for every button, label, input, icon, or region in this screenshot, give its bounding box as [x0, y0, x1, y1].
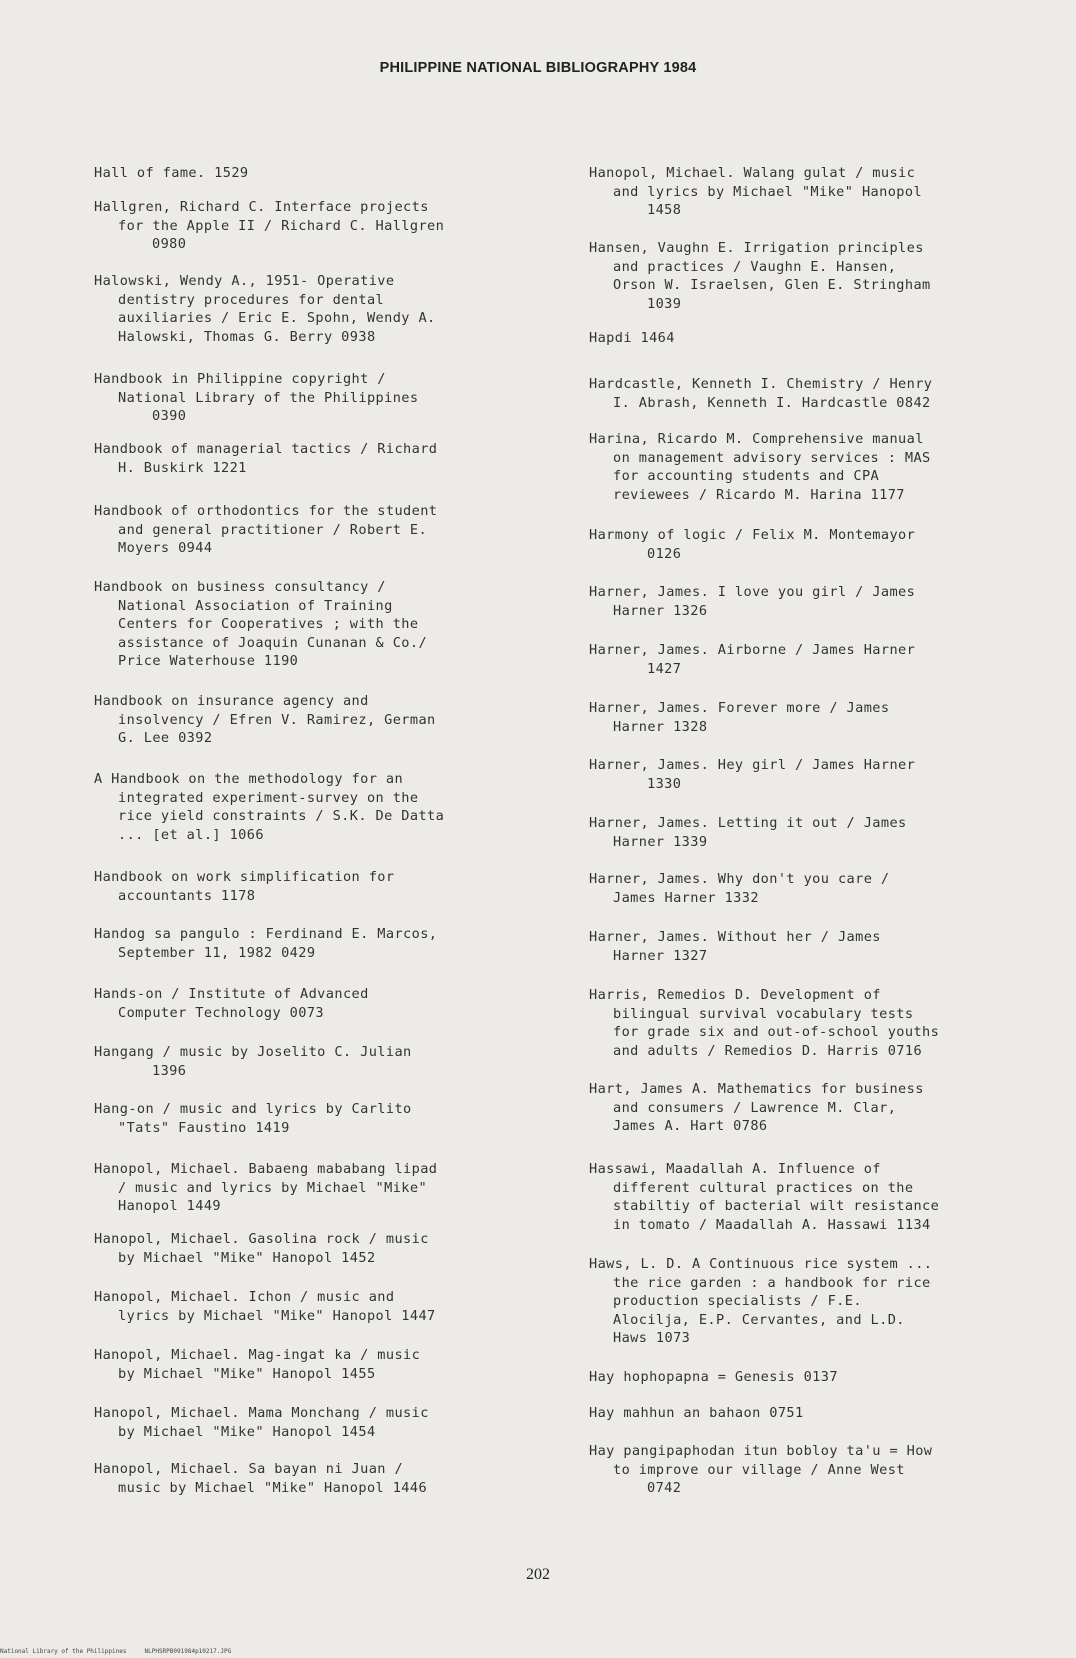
entry-line: Harner, James. Hey girl / James Harner — [589, 757, 916, 773]
entry-line: Hapdi 1464 — [589, 330, 675, 346]
entry-line: production specialists / F.E. — [613, 1293, 862, 1309]
entry-line: Handbook on business consultancy / — [94, 579, 386, 595]
entry-line: 0742 — [647, 1480, 682, 1496]
bibliography-entry — [589, 239, 931, 313]
bibliography-entry — [589, 164, 922, 220]
bibliography-entry — [94, 1230, 429, 1267]
bibliography-entry — [94, 272, 436, 346]
page-number: 202 — [526, 1566, 550, 1583]
bibliography-entry — [94, 370, 418, 426]
bibliography-entry — [94, 692, 436, 748]
entry-line: Hansen, Vaughn E. Irrigation principles — [589, 240, 924, 256]
entry-line: I. Abrash, Kenneth I. Hardcastle 0842 — [613, 394, 931, 411]
entry-line: Harris, Remedios D. Development of — [589, 987, 881, 1003]
entry-line: Centers for Cooperatives ; with the — [118, 616, 419, 632]
entry-line: National Association of Training — [118, 597, 393, 614]
entry-line: and general practitioner / Robert E. — [118, 521, 428, 538]
entry-line: Harner 1328 — [613, 718, 708, 735]
bibliography-entry — [589, 329, 675, 348]
entry-line: September 11, 1982 0429 — [118, 944, 316, 961]
entry-line: 1458 — [647, 202, 682, 218]
entry-line: Hanopol, Michael. Babaeng mababang lipad — [94, 1161, 438, 1177]
bibliography-entry — [589, 870, 889, 907]
entry-line: Hanopol, Michael. Sa bayan ni Juan / — [94, 1461, 404, 1477]
entry-line: Harner, James. Why don't you care / — [589, 871, 890, 887]
entry-line: A Handbook on the methodology for an — [94, 771, 404, 787]
page-header: PHILIPPINE NATIONAL BIBLIOGRAPHY 1984 — [379, 60, 697, 76]
entry-line: on management advisory services : MAS — [613, 449, 931, 466]
entry-line: dentistry procedures for dental — [118, 291, 385, 308]
entry-line: 1330 — [647, 775, 682, 792]
bibliography-entry — [94, 164, 249, 183]
entry-line: assistance of Joaquin Cunanan & Co./ — [118, 634, 428, 651]
entry-line: Hangang / music by Joselito C. Julian — [94, 1044, 412, 1060]
bibliography-entry — [589, 1404, 804, 1423]
entry-line: Haws, L. D. A Continuous rice system ... — [589, 1256, 933, 1272]
entry-line: and adults / Remedios D. Harris 0716 — [613, 1042, 923, 1059]
entry-line: Harner 1339 — [613, 833, 708, 850]
entry-line: Harner, James. Forever more / James — [589, 700, 890, 716]
entry-line: G. Lee 0392 — [118, 730, 213, 746]
bibliography-entry — [589, 641, 915, 678]
entry-line: 1396 — [152, 1062, 187, 1079]
entry-line: reviewees / Ricardo M. Harina 1177 — [613, 486, 905, 503]
entry-line: by Michael "Mike" Hanopol 1452 — [118, 1249, 376, 1266]
entry-line: Computer Technology 0073 — [118, 1004, 325, 1021]
entry-line: 0980 — [152, 236, 187, 252]
entry-line: Handbook of managerial tactics / Richard — [94, 441, 438, 457]
entry-line: James A. Hart 0786 — [613, 1118, 768, 1134]
entry-line: Hanopol, Michael. Gasolina rock / music — [94, 1231, 429, 1247]
entry-line: Harina, Ricardo M. Comprehensive manual — [589, 431, 924, 447]
bibliography-entry — [94, 578, 427, 671]
bibliography-entry — [94, 1460, 427, 1497]
entry-line: Hanopol, Michael. Ichon / music and — [94, 1289, 395, 1305]
bibliography-entry — [589, 583, 915, 620]
entry-line: National Library of the Philippines — [118, 389, 419, 406]
entry-line: H. Buskirk 1221 — [118, 459, 247, 476]
entry-line: Handbook of orthodontics for the student — [94, 503, 438, 519]
entry-line: Hay hophopapna = Genesis 0137 — [589, 1369, 838, 1385]
entry-line: Handog sa pangulo : Ferdinand E. Marcos, — [94, 926, 438, 942]
entry-line: Moyers 0944 — [118, 540, 213, 556]
bibliography-entry — [94, 1404, 429, 1441]
bibliography-entry — [94, 1160, 437, 1216]
entry-line: Harner, James. Without her / James — [589, 929, 881, 945]
bibliography-entry — [94, 440, 437, 477]
entry-line: 1039 — [647, 295, 682, 312]
bibliography-entry — [94, 502, 437, 558]
bibliography-entry — [589, 756, 915, 793]
entry-line: and lyrics by Michael "Mike" Hanopol — [613, 183, 923, 200]
entry-line: Hardcastle, Kenneth I. Chemistry / Henry — [589, 376, 933, 392]
entry-line: Hassawi, Maadallah A. Influence of — [589, 1161, 881, 1177]
entry-line: rice yield constraints / S.K. De Datta — [118, 808, 445, 824]
entry-line: Harner, James. Airborne / James Harner — [589, 642, 916, 658]
bibliography-entry — [94, 985, 369, 1022]
entry-line: Harner 1327 — [613, 947, 708, 964]
entry-line: by Michael "Mike" Hanopol 1455 — [118, 1365, 376, 1382]
entry-line: 0390 — [152, 408, 187, 424]
entry-line: for accounting students and CPA — [613, 468, 880, 484]
entry-line: Hall of fame. 1529 — [94, 165, 249, 181]
entry-line: and consumers / Lawrence M. Clar, — [613, 1099, 897, 1116]
entry-line: Price Waterhouse 1190 — [118, 653, 299, 669]
entry-line: music by Michael "Mike" Hanopol 1446 — [118, 1479, 428, 1496]
entry-line: ... [et al.] 1066 — [118, 826, 264, 843]
entry-line: Hanopol 1449 — [118, 1198, 222, 1214]
entry-line: Orson W. Israelsen, Glen E. Stringham — [613, 277, 931, 293]
entry-line: Hanopol, Michael. Mag-ingat ka / music — [94, 1347, 421, 1363]
bibliography-entry — [589, 1368, 838, 1387]
entry-line: the rice garden : a handbook for rice — [613, 1274, 931, 1291]
entry-line: Handbook on work simplification for — [94, 869, 395, 885]
bibliography-entry — [589, 526, 915, 563]
entry-line: Alocilja, E.P. Cervantes, and L.D. — [613, 1311, 905, 1328]
entry-line: integrated experiment-survey on the — [118, 789, 419, 806]
entry-line: different cultural practices on the — [613, 1179, 914, 1196]
bibliography-entry — [94, 1288, 436, 1325]
bibliography-entry — [94, 925, 437, 962]
entry-line: / music and lyrics by Michael "Mike" — [118, 1179, 428, 1196]
entry-line: Handbook in Philippine copyright / — [94, 371, 386, 387]
entry-line: Hay mahhun an bahaon 0751 — [589, 1405, 804, 1421]
entry-line: stabiltiy of bacterial wilt resistance — [613, 1198, 940, 1214]
entry-line: Hanopol, Michael. Walang gulat / music — [589, 165, 916, 181]
bibliography-entry — [589, 814, 907, 851]
entry-line: Halowski, Wendy A., 1951- Operative — [94, 273, 395, 289]
entry-line: Harner, James. Letting it out / James — [589, 815, 907, 831]
bibliography-entry — [94, 1346, 420, 1383]
bibliography-entry — [589, 1160, 939, 1234]
bibliography-entry — [589, 430, 931, 504]
entry-line: "Tats" Faustino 1419 — [118, 1119, 290, 1136]
bibliography-entry — [589, 375, 932, 412]
entry-line: to improve our village / Anne West — [613, 1461, 905, 1478]
entry-line: Hart, James A. Mathematics for business — [589, 1081, 924, 1097]
entry-line: Harmony of logic / Felix M. Montemayor — [589, 527, 916, 543]
entry-line: lyrics by Michael "Mike" Hanopol 1447 — [118, 1307, 436, 1324]
entry-line: Haws 1073 — [613, 1330, 691, 1346]
bibliography-entry — [94, 1100, 412, 1137]
entry-line: for grade six and out-of-school youths — [613, 1024, 940, 1040]
entry-line: Handbook on insurance agency and — [94, 693, 369, 709]
bibliography-entry — [94, 198, 444, 254]
bibliography-entry — [589, 1255, 932, 1348]
entry-line: James Harner 1332 — [613, 889, 759, 906]
entry-line: insolvency / Efren V. Ramirez, German — [118, 711, 436, 728]
entry-line: Hanopol, Michael. Mama Monchang / music — [94, 1405, 429, 1421]
entry-line: for the Apple II / Richard C. Hallgren — [118, 217, 445, 234]
bibliography-entry — [589, 928, 881, 965]
bibliography-entry — [589, 1080, 924, 1136]
entry-line: Hay pangipaphodan itun bobloy ta'u = How — [589, 1443, 933, 1459]
entry-line: and practices / Vaughn E. Hansen, — [613, 258, 897, 275]
entry-line: Hands-on / Institute of Advanced — [94, 986, 369, 1002]
entry-line: Halowski, Thomas G. Berry 0938 — [118, 328, 376, 345]
bibliography-entry — [94, 770, 444, 844]
entry-line: auxiliaries / Eric E. Spohn, Wendy A. — [118, 310, 436, 326]
entry-line: 1427 — [647, 660, 682, 677]
entry-line: by Michael "Mike" Hanopol 1454 — [118, 1423, 376, 1440]
bibliography-entry — [589, 699, 889, 736]
entry-line: in tomato / Maadallah A. Hassawi 1134 — [613, 1216, 931, 1233]
entry-line: accountants 1178 — [118, 887, 256, 904]
bibliography-entry — [589, 1442, 932, 1498]
entry-line: Hang-on / music and lyrics by Carlito — [94, 1101, 412, 1117]
bibliography-entry — [589, 986, 939, 1060]
entry-line: Harner 1326 — [613, 602, 708, 619]
entry-line: bilingual survival vocabulary tests — [613, 1005, 914, 1022]
entry-line: 0126 — [647, 545, 682, 562]
entry-line: Harner, James. I love you girl / James — [589, 584, 916, 600]
scan-footer: National Library of the Philippines NLPHSRPB091984p10217.JPG — [0, 1648, 232, 1655]
entry-line: Hallgren, Richard C. Interface projects — [94, 199, 429, 215]
bibliography-entry — [94, 868, 394, 905]
bibliography-entry — [94, 1043, 412, 1080]
